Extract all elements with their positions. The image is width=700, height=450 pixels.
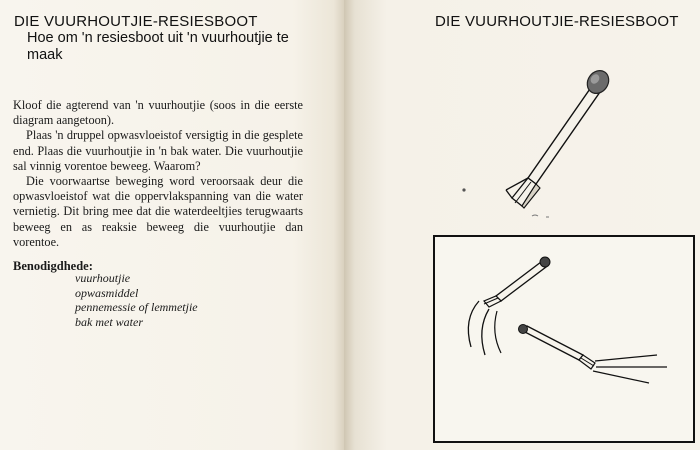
instructions-text [13,98,303,250]
matchstick-boats-icon [435,237,693,441]
requirements-heading: Benodigdhede: [13,259,93,273]
right-page [344,0,700,450]
requirement-item: vuurhoutjie [75,271,131,285]
right-page-title: DIE VUURHOUTJIE-RESIESBOOT [435,13,679,30]
left-page [0,0,344,450]
requirement-item: bak met water [75,314,143,329]
requirement-item: opwasmiddel [75,285,139,300]
matchstick-icon [506,66,613,208]
split-matchstick-diagram [462,66,622,226]
instruction-paragraph-2: Plaas 'n druppel opwasvloeistof versigtig in die gesplete end. Plaas die vuurhoutjie in 'n bak water. Die vuurhoutjie sal vinnig vorentoe beweeg. Waarom? [13,128,303,173]
left-page-title: DIE VUURHOUTJIE-RESIESBOOT [14,13,258,30]
instruction-paragraph-3: Die voorwaartse beweging word veroorsaak deur die opwasvloeistof wat die oppervlakspanning van die water vernietig. Dit bring mee dat die waterdeeltjies terugwaarts beweeg en as reaksie beweeg die vuurhoutjie dan vorentoe. [13,174,303,249]
instruction-paragraph-1: Kloof die agterend van 'n vuurhoutjie (soos in die eerste diagram aangetoon). [13,98,303,128]
requirements-list [75,271,198,329]
boats-in-water-diagram [433,235,695,443]
left-page-subtitle: Hoe om 'n resiesboot uit 'n vuurhoutjie te maak [27,30,289,63]
requirement-item: pennemessie of lemmetjie [75,300,198,314]
